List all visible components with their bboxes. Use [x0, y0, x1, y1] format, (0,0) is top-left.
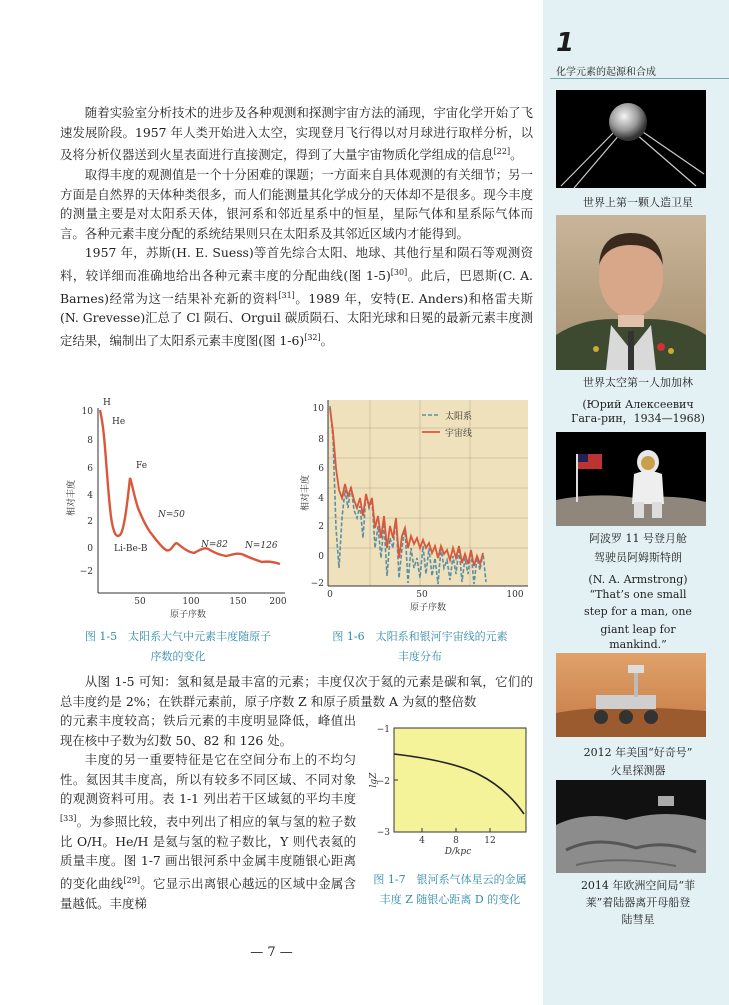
fig15-ytick: 4: [87, 491, 93, 501]
paragraph-4-tail: 的元素丰度较高；铁后元素的丰度明显降低，峰值出现在核中子数为幻数 50、82 和 126 处。: [60, 713, 356, 748]
paragraph-3: 1957 年，苏斯(H. E. Suess)等首先综合太阳、地球、其他行星和陨石等观测资料，较详细而准确地给出各种元素丰度的分配曲线(图 1-5)[30]。此后，巴恩斯(C. A. Barnes)经常为这一结果补充新的资料[31]。1989 年，安特(E. Anders)和格雷夫斯(N. Grevesse)汇总了 Cl 陨石、Orguil 碳质陨石、太阳光球和日冕的最新元素丰度测定结果，编制出了太阳系元素丰度图(图 1-6)[32]。: [60, 245, 534, 349]
apollo-caption-5: step for a man, one: [584, 605, 692, 618]
gagarin-caption-2: (Юрий Алексеевич: [582, 398, 694, 411]
philae-caption-2: 莱”着陆器离开母船登: [585, 896, 691, 909]
lower-text-full: [60, 672, 533, 711]
fig15-ytick: 0: [87, 544, 93, 554]
fig17-xtick: 12: [484, 836, 496, 846]
page-number: — 7 —: [250, 945, 293, 960]
philae-caption-3: 陆彗星: [621, 913, 655, 926]
fig15-xtick: 200: [269, 597, 287, 607]
fig15-label-libeb: Li-Be-B: [114, 544, 148, 554]
fig16-xtick: 50: [416, 590, 428, 600]
fig15-ytick: 10: [81, 407, 93, 417]
fig15-ytick: 8: [87, 436, 93, 446]
fig16-ytick: 0: [318, 552, 324, 562]
fig15-label-n82: N=82: [201, 540, 228, 550]
fig16-ytick: −2: [310, 579, 324, 589]
fig15-ytick: 2: [87, 517, 93, 527]
satellite-image: [556, 90, 706, 188]
fig16-ylabel: 相对丰度: [301, 474, 311, 512]
fig15-label-he: He: [112, 417, 126, 427]
chapter-divider: [550, 78, 729, 79]
fig15-caption: 图 1-5 太阳系大气中元素丰度随原子 序数的变化: [84, 630, 272, 663]
fig15-ytick: −2: [79, 567, 93, 577]
fig17-ytick: −1: [376, 725, 390, 735]
fig15-ylabel: 相对丰度: [67, 479, 77, 517]
figure-1-7: [368, 722, 538, 862]
intro-text: [60, 103, 533, 351]
apollo-caption-7: mankind.”: [609, 638, 667, 651]
curiosity-caption-1: 2012 年美国“好奇号”: [583, 746, 693, 759]
fig16-xtick: 100: [506, 590, 524, 600]
chapter-number: 1: [556, 28, 575, 58]
fig16-caption: 图 1-6 太阳系和银河宇宙线的元素 丰度分布: [332, 630, 508, 663]
figure-1-6: [300, 398, 538, 620]
fig15-label-h: H: [103, 398, 111, 408]
apollo-caption-3: (N. A. Armstrong): [588, 573, 688, 586]
fig17-caption: 图 1-7 银河系气体星云的金属 丰度 Z 随银心距离 D 的变化: [373, 873, 527, 906]
paragraph-4: 从图 1-5 可知：氢和氦是最丰富的元素；丰度仅次于氦的元素是碳和氧，它们的总丰度约是 2%；在铁群元素前，原子序数 Z 和原子质量数 A 为氦的整倍数: [60, 674, 533, 709]
fig17-xtick: 8: [453, 836, 459, 846]
philae-lander-image: [556, 780, 706, 873]
fig16-ytick: 2: [318, 522, 324, 532]
chapter-title: 化学元素的起源和合成: [556, 67, 656, 78]
figure-1-5: [60, 398, 300, 620]
fig16-ytick: 4: [318, 494, 324, 504]
apollo-caption-6: giant leap for: [600, 623, 676, 636]
fig16-legend-cosmic: 宇宙线: [445, 429, 473, 439]
fig15-ytick: 6: [87, 464, 93, 474]
apollo-caption-2: 驾驶员阿姆斯特朗: [594, 551, 682, 564]
fig16-ytick: 10: [312, 404, 324, 414]
fig16-ytick: 8: [318, 435, 324, 445]
curiosity-caption-2: 火星探测器: [610, 764, 666, 777]
fig15-xtick: 50: [134, 597, 146, 607]
gagarin-caption-1: 世界太空第一人加加林: [583, 376, 693, 389]
fig15-label-n50: N=50: [158, 510, 185, 520]
fig17-ytick: −3: [376, 828, 390, 838]
fig17-ytick: −2: [376, 777, 390, 787]
fig16-ytick: 6: [318, 464, 324, 474]
fig17-xtick: 4: [419, 836, 425, 846]
fig15-label-n126: N=126: [245, 541, 278, 551]
gagarin-caption-3: Гага-рин，1934—1968): [571, 412, 705, 425]
apollo-caption-4: “That’s one small: [589, 588, 687, 601]
fig15-label-fe: Fe: [136, 461, 148, 471]
philae-caption-1: 2014 年欧洲空间局“菲: [580, 879, 696, 892]
fig17-ylabel: lgZ: [369, 772, 379, 788]
fig15-xtick: 100: [182, 597, 200, 607]
fig17-xlabel: D/kpc: [444, 847, 472, 857]
gagarin-portrait: [556, 215, 706, 370]
paragraph-2: 取得丰度的观测值是一个十分困难的课题；一方面来自具体观测的有关细节；另一方面是自然界的天体种类很多，而人们能测量其化学成分的天体却不是很多。现今丰度的测量主要是对太阳系天体，银河系和邻近星系中的恒星，星际气体和星系际气体而言。各种元素丰度分配的系统结果则只在太阳系及其邻近区域内才能得到。: [60, 166, 533, 241]
fig15-xtick: 150: [229, 597, 247, 607]
lower-text-column: [60, 711, 356, 913]
apollo-image: [556, 432, 706, 526]
satellite-caption: 世界上第一颗人造卫星: [583, 196, 693, 209]
fig16-xtick: 0: [327, 590, 333, 600]
fig16-legend-solar: 太阳系: [445, 412, 473, 422]
paragraph-5: 丰度的另一重要特征是它在空间分布上的不均匀性。氦因其丰度高，所以有较多不同区域、不同对象的观测资料可用。表 1-1 列出若干区域氦的平均丰度[33]。为参照比较，表中列出了相应的氧与氢的粒子数比 O/H。He/H 是氦与氢的粒子数比，Y 则代表氦的质量丰度。图 1-7 画出银河系中金属丰度随银心距离的变化曲线[29]。它显示出离银心越远的区域中金属含量越低。丰度梯: [60, 752, 357, 911]
fig15-xlabel: 原子序数: [169, 610, 207, 620]
apollo-caption-1: 阿波罗 11 号登月舱: [589, 532, 687, 545]
fig16-xlabel: 原子序数: [409, 603, 447, 613]
paragraph-1: 随着实验室分析技术的进步及各种观测和探测宇宙方法的涌现，宇宙化学开始了飞速发展阶段。1957 年人类开始进入太空，实现登月飞行得以对月球进行取样分析，以及将分析仪器送到火星表面进行直接测定，得到了大量宇宙物质化学组成的信息[22]。: [60, 105, 533, 163]
curiosity-rover-image: [556, 653, 706, 737]
